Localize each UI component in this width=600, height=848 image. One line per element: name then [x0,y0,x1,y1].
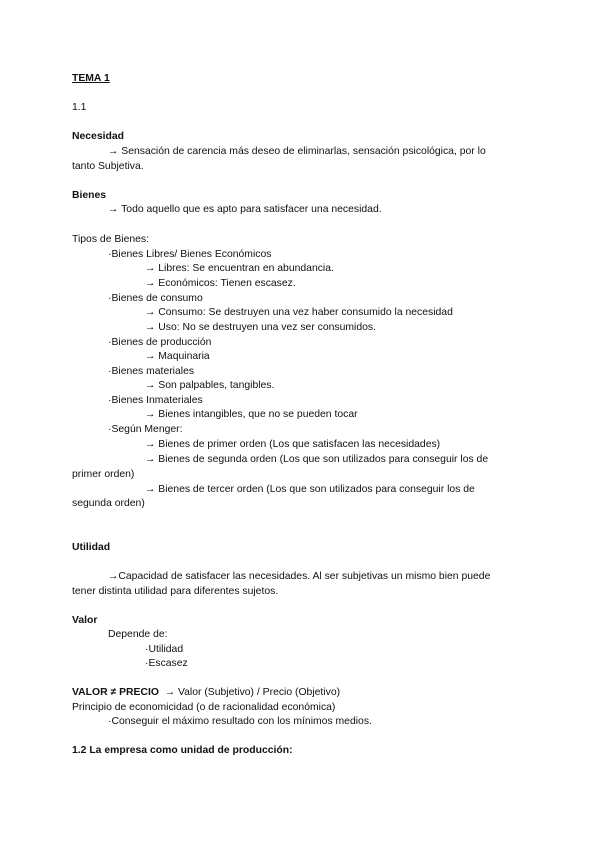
utilidad-line-2: tener distinta utilidad para diferentes sujetos. [72,586,279,597]
principio-line-2: ·Conseguir el máximo resultado con los mínimos medios. [108,716,372,727]
tipos-libres-economicos: ·Bienes Libres/ Bienes Económicos [108,249,272,260]
principio-line-1: Principio de economicidad (o de racionalidad económica) [72,702,336,713]
tipos-tercer-orden-2: segunda orden) [72,498,145,509]
tipos-maquinaria: → Maquinaria [145,351,210,362]
tipos-segundo-orden-2: primer orden) [72,469,135,480]
tipos-produccion: ·Bienes de producción [108,337,212,348]
bienes-heading: Bienes [72,190,107,201]
valor-depende: Depende de: [108,629,168,640]
tipos-menger: ·Según Menger: [108,424,183,435]
section-number: 1.1 [72,102,87,113]
doc-title: TEMA 1 [72,73,110,84]
bienes-definition: → Todo aquello que es apto para satisfacer una necesidad. [108,204,382,215]
tipos-materiales: ·Bienes materiales [108,366,195,377]
valor-precio-rest: → Valor (Subjetivo) / Precio (Objetivo) [164,687,341,698]
tipos-primer-orden: → Bienes de primer orden (Los que satisfacen las necesidades) [145,439,441,450]
tipos-uso-def: → Uso: No se destruyen una vez ser consumidos. [145,322,377,333]
tipos-inmateriales: ·Bienes Inmateriales [108,395,203,406]
tipos-economicos: → Económicos: Tienen escasez. [145,278,296,289]
section-1-2-heading: 1.2 La empresa como unidad de producción: [72,745,293,756]
valor-item-escasez: ·Escasez [145,658,188,669]
utilidad-heading: Utilidad [72,542,111,553]
necesidad-heading: Necesidad [72,131,124,142]
valor-heading: Valor [72,615,98,626]
valor-precio-line [72,687,340,699]
necesidad-line-1: → Sensación de carencia más deseo de eliminarlas, sensación psicológica, por lo [108,146,486,157]
tipos-heading: Tipos de Bienes: [72,234,150,245]
tipos-materiales-def: → Son palpables, tangibles. [145,380,275,391]
tipos-libres: → Libres: Se encuentran en abundancia. [145,263,334,274]
necesidad-line-2: tanto Subjetiva. [72,161,144,172]
tipos-inmateriales-def: → Bienes intangibles, que no se pueden tocar [145,409,358,420]
tipos-segundo-orden-1: → Bienes de segunda orden (Los que son utilizados para conseguir los de [145,454,489,465]
tipos-tercer-orden-1: → Bienes de tercer orden (Los que son utilizados para conseguir los de [145,484,475,495]
tipos-consumo: ·Bienes de consumo [108,293,203,304]
valor-item-utilidad: ·Utilidad [145,644,184,655]
tipos-consumo-def: → Consumo: Se destruyen una vez haber consumido la necesidad [145,307,453,318]
utilidad-line-1: →Capacidad de satisfacer las necesidades. Al ser subjetivas un mismo bien puede [108,571,491,582]
valor-precio-bold: VALOR ≠ PRECIO [72,687,159,698]
